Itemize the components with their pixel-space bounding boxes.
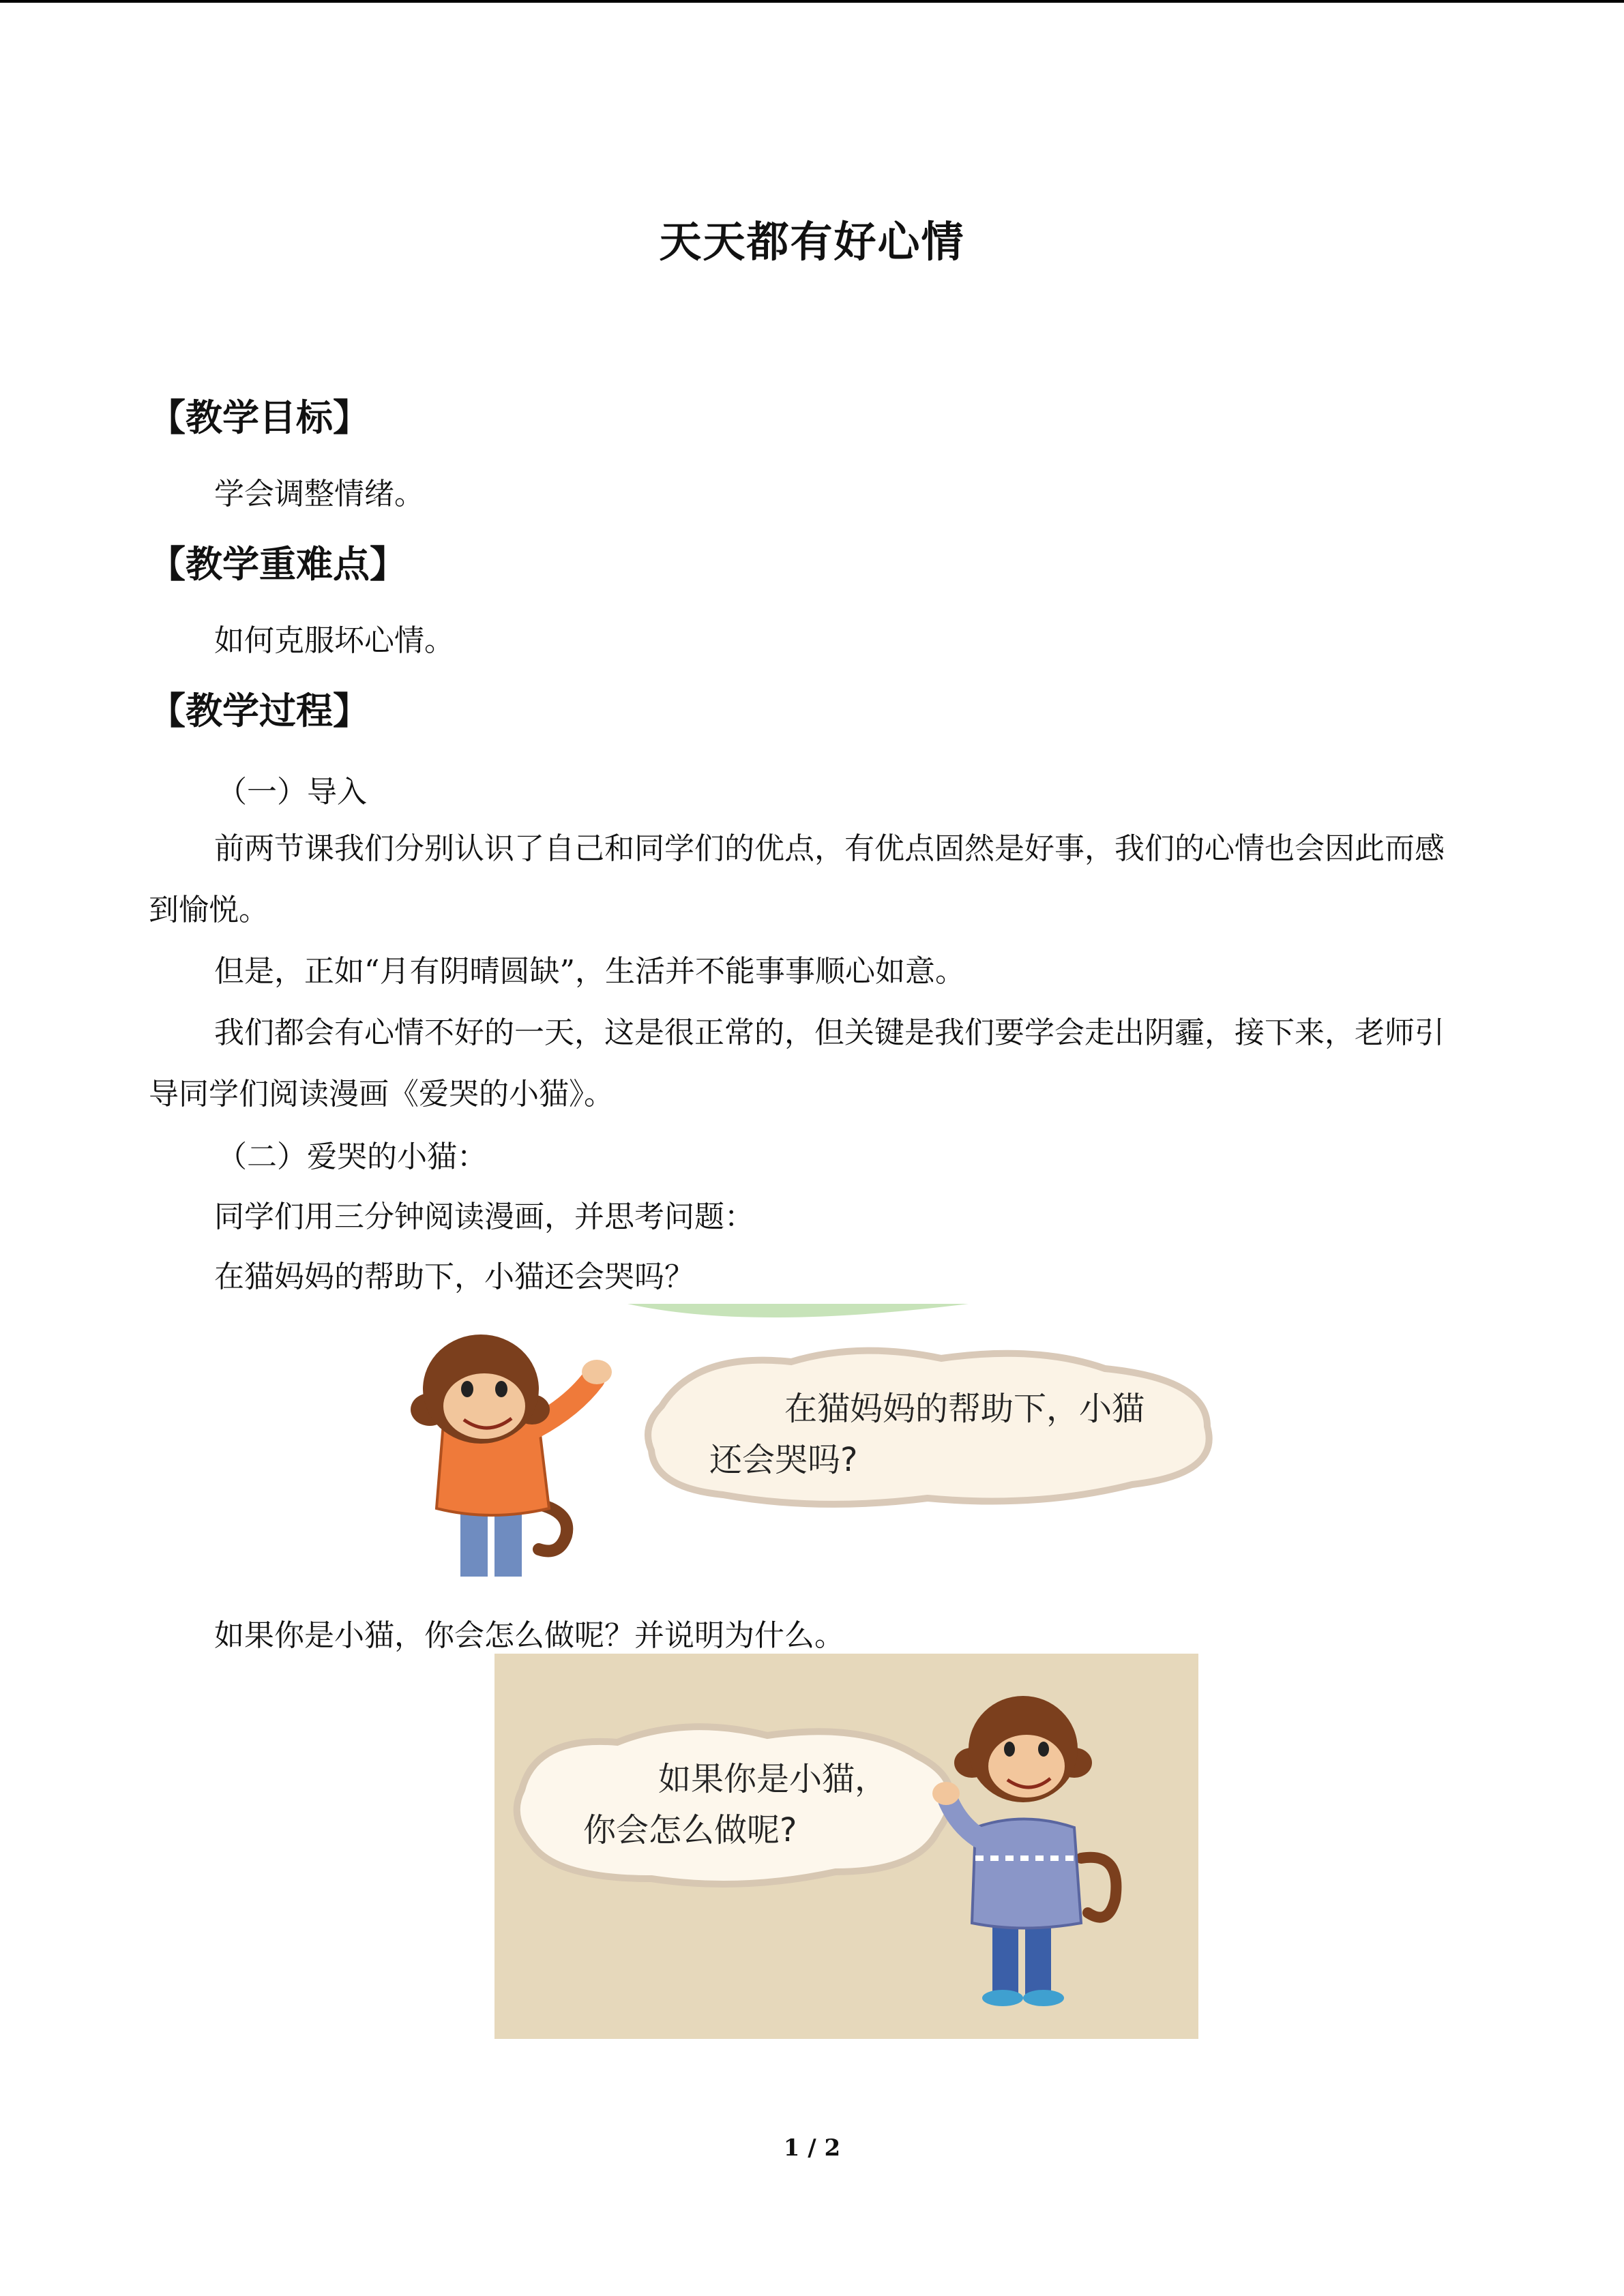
page-top-border bbox=[0, 0, 1624, 3]
process-paragraph-3: 我们都会有心情不好的一天，这是很正常的，但关键是我们要学会走出阴霾，接下来，老师引导同学们阅读漫画《爱哭的小猫》。 bbox=[149, 1015, 1445, 1112]
document-title: 天天都有好心情 bbox=[659, 217, 965, 267]
bubble-1-line-2: 还会哭吗? bbox=[709, 1441, 858, 1479]
question-line: 在猫妈妈的帮助下，小猫还会哭吗？ bbox=[214, 1259, 694, 1294]
key-text: 如何克服坏心情。 bbox=[214, 623, 454, 658]
part2-title: （二）爱哭的小猫： bbox=[217, 1139, 487, 1174]
speech-bubble-2 bbox=[517, 1727, 951, 1884]
instruction-line: 同学们用三分钟阅读漫画，并思考问题： bbox=[214, 1199, 754, 1234]
goal-text: 学会调整情绪。 bbox=[214, 477, 424, 511]
heading-key-difficulties: 【教学重难点】 bbox=[149, 543, 407, 586]
question-line-2: 如果你是小猫，你会怎么做呢？并说明为什么。 bbox=[214, 1618, 844, 1653]
process-paragraph-1: 前两节课我们分别认识了自己和同学们的优点，有优点固然是好事，我们的心情也会因此而感到愉悦。 bbox=[149, 831, 1445, 927]
part1-title: （一）导入 bbox=[217, 775, 367, 809]
bubble-2-line-2: 你会怎么做呢? bbox=[583, 1811, 797, 1849]
comic-figure-1 bbox=[368, 1304, 1255, 1577]
heading-teaching-goals: 【教学目标】 bbox=[149, 396, 370, 439]
comic-figure-1-illustration bbox=[368, 1304, 1255, 1577]
page-number: 1 / 2 bbox=[783, 2134, 841, 2162]
bubble-2-line-1: 如果你是小猫， bbox=[658, 1760, 888, 1798]
heading-teaching-process: 【教学过程】 bbox=[149, 689, 370, 732]
comic-figure-2-illustration bbox=[494, 1654, 1198, 2039]
process-paragraph-2: 但是，正如“月有阴晴圆缺”，生活并不能事事顺心如意。 bbox=[214, 954, 965, 989]
bubble-1-line-1: 在猫妈妈的帮助下，小猫 bbox=[784, 1390, 1145, 1428]
monkey-character-icon bbox=[411, 1335, 612, 1577]
comic-figure-2 bbox=[494, 1654, 1198, 2039]
